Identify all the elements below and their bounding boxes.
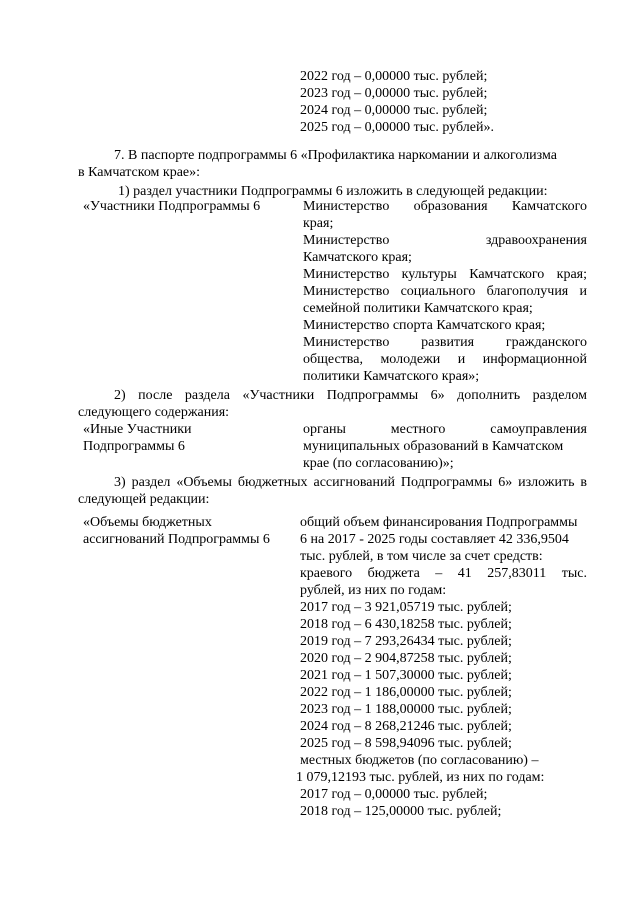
year-line: 2023 год – 0,00000 тыс. рублей; [300,86,488,101]
participants-line: Министерство развития гражданского [303,335,587,350]
participants-line: семейной политики Камчатского края; [303,301,533,316]
budget-line: 1 079,12193 тыс. рублей, из них по годам: [296,770,545,785]
participants-line: Министерство образования Камчатского [303,199,587,214]
budget-year-line: 2017 год – 0,00000 тыс. рублей; [300,787,488,802]
participants-line: Министерство культуры Камчатского края; [303,267,587,282]
year-line: 2025 год – 0,00000 тыс. рублей». [300,120,494,135]
subitem-3-cont: следующей редакции: [78,492,210,507]
budget-line: местных бюджетов (по согласованию) – [300,753,539,768]
budget-year-line: 2021 год – 1 507,30000 тыс. рублей; [300,668,512,683]
budget-year-line: 2022 год – 1 186,00000 тыс. рублей; [300,685,512,700]
subitem-2-cont: следующего содержания: [78,405,230,420]
budget-year-line: 2020 год – 2 904,87258 тыс. рублей; [300,651,512,666]
budget-line: общий объем финансирования Подпрограммы [300,515,578,530]
item-7-heading-cont: в Камчатском крае»: [78,165,201,180]
participants-line: общества, молодежи и информационной [303,352,587,367]
participants-label: «Участники Подпрограммы 6 [83,199,261,214]
other-participants-label: Подпрограммы 6 [83,439,185,454]
budget-line: рублей, из них по годам: [300,583,447,598]
subitem-3: 3) раздел «Объемы бюджетных ассигнований Подпрограммы 6» изложить в [114,475,587,490]
other-participants-line: крае (по согласованию)»; [303,456,454,471]
budget-year-line: 2025 год – 8 598,94096 тыс. рублей; [300,736,512,751]
budget-year-line: 2019 год – 7 293,26434 тыс. рублей; [300,634,512,649]
budget-year-line: 2023 год – 1 188,00000 тыс. рублей; [300,702,512,717]
subitem-1: 1) раздел участники Подпрограммы 6 изложить в следующей редакции: [118,184,548,199]
subitem-2: 2) после раздела «Участники Подпрограммы 6» дополнить разделом [114,388,587,403]
budget-line: 6 на 2017 - 2025 годы составляет 42 336,9504 [300,532,569,547]
budget-label: ассигнований Подпрограммы 6 [83,532,270,547]
item-7-heading: 7. В паспорте подпрограммы 6 «Профилактика наркомании и алкоголизма [114,148,557,163]
participants-line: политики Камчатского края»; [303,369,480,384]
budget-year-line: 2024 год – 8 268,21246 тыс. рублей; [300,719,512,734]
participants-line: края; [303,216,334,231]
year-line: 2024 год – 0,00000 тыс. рублей; [300,103,488,118]
other-participants-line: муниципальных образований в Камчатском [303,439,564,454]
budget-line: краевого бюджета – 41 257,83011 тыс. [300,566,587,581]
budget-year-line: 2017 год – 3 921,05719 тыс. рублей; [300,600,512,615]
participants-line: Министерство социального благополучия и [303,284,587,299]
participants-line: Камчатского края; [303,250,412,265]
budget-year-line: 2018 год – 6 430,18258 тыс. рублей; [300,617,512,632]
budget-line: тыс. рублей, в том числе за счет средств: [300,549,543,564]
other-participants-label: «Иные Участники [83,422,192,437]
other-participants-line: органы местного самоуправления [303,422,587,437]
participants-line: Министерство здравоохранения [303,233,587,248]
budget-year-line: 2018 год – 125,00000 тыс. рублей; [300,804,502,819]
year-line: 2022 год – 0,00000 тыс. рублей; [300,69,488,84]
budget-label: «Объемы бюджетных [83,515,212,530]
participants-line: Министерство спорта Камчатского края; [303,318,546,333]
